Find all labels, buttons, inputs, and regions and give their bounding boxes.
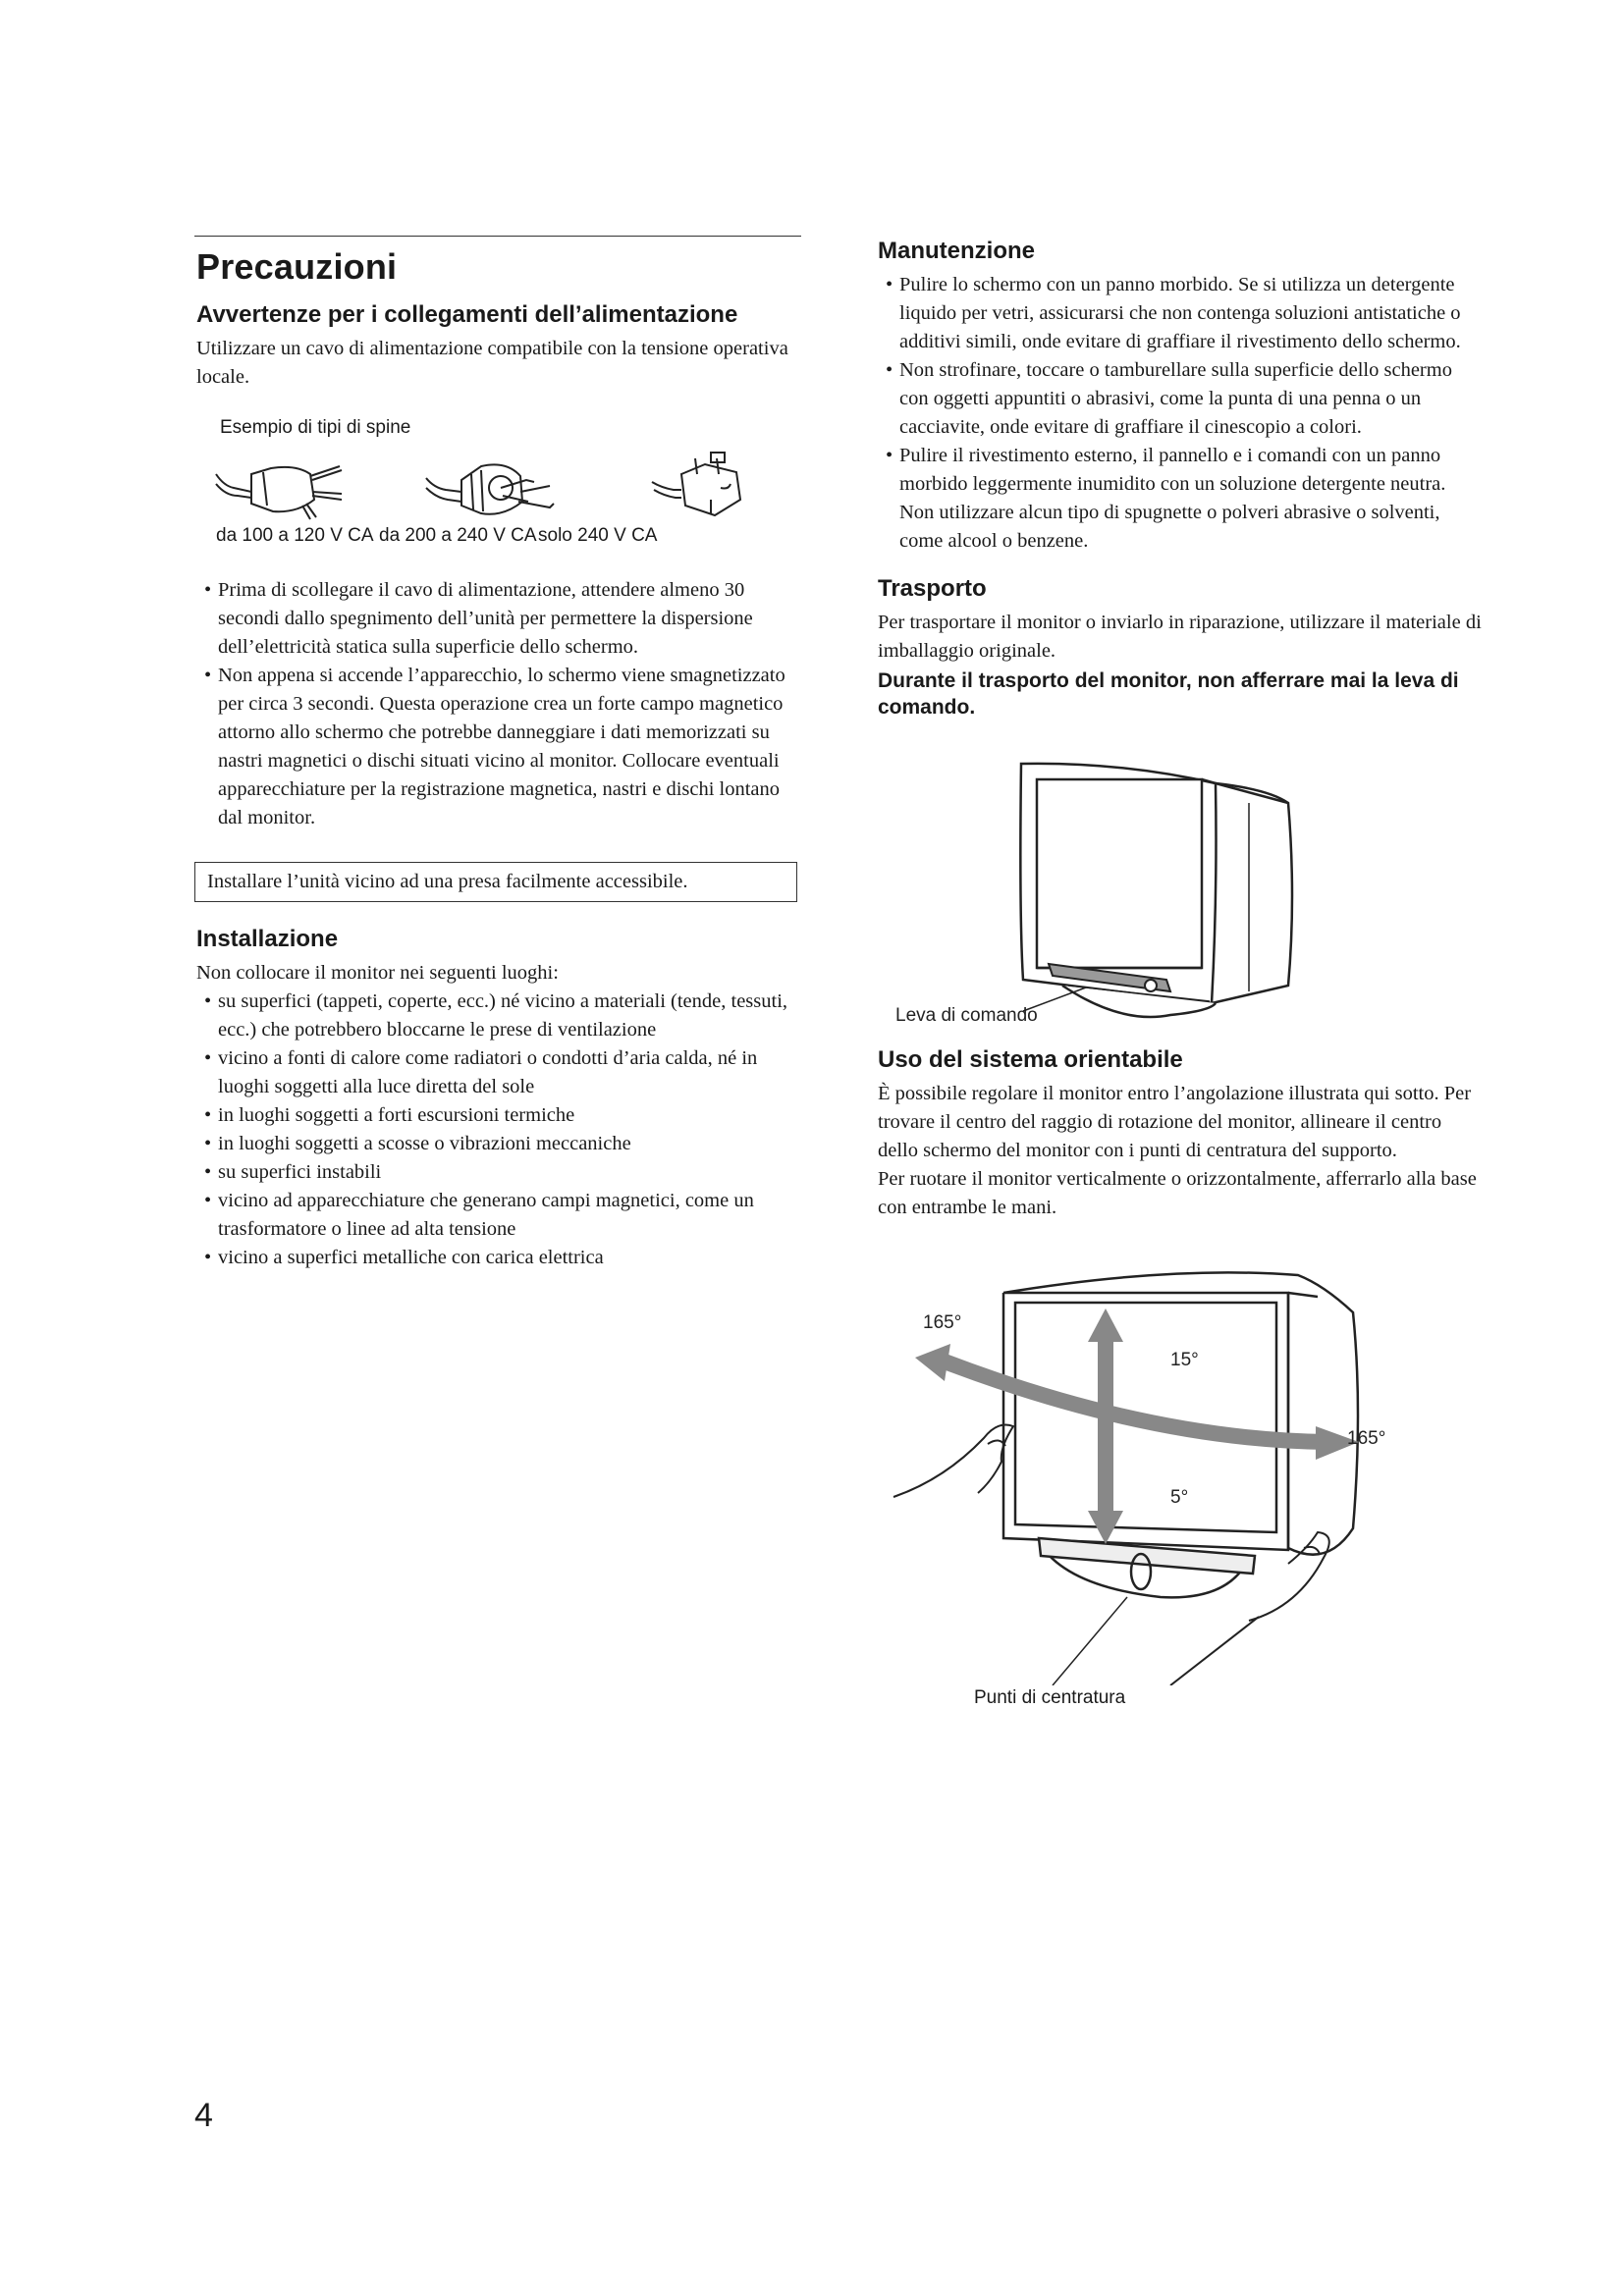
power-bullets [194,576,803,832]
plug-eu-icon [426,464,554,513]
list-item: • vicino a fonti di calore come radiatori o condotti d’aria calda, né in luoghi soggetti alla luce diretta del sole [196,1044,803,1101]
boxed-note: Installare l’unità vicino ad una presa facilmente accessibile. [194,862,797,902]
power-intro: Utilizzare un cavo di alimentazione compatibile con la tensione operativa locale. [196,338,788,388]
transport-heading: Trasporto [878,575,987,602]
lever-label: Leva di comando [895,1005,1038,1025]
list-item: • vicino a superfici metalliche con carica elettrica [196,1244,803,1272]
plug-label-eu: da 200 a 240 V CA [379,525,537,546]
list-item: • in luoghi soggetti a forti escursioni termiche [196,1101,803,1130]
plug-labels [194,523,803,557]
install-bullets [194,988,803,1272]
tilt-text-2: Per ruotare il monitor verticalmente o orizzontalmente, afferrarlo alla base con entrambe le mani. [878,1168,1477,1218]
plug-label-us: da 100 a 120 V CA [216,525,374,546]
maintenance-bullets [876,271,1485,556]
list-item: • su superfici (tappeti, coperte, ecc.) né vicino a materiali (tende, tessuti, ecc.) che potrebbero bloccarne le prese di ventilazione [196,988,803,1044]
centering-label: Punti di centratura [974,1687,1126,1708]
angle-right-label: 165° [1347,1428,1386,1449]
plug-label-uk: solo 240 V CA [538,525,658,546]
plug-caption: Esempio di tipi di spine [220,417,411,438]
left-column [194,236,803,1272]
plug-uk-icon [652,453,740,515]
monitor-lever-figure [876,740,1485,1025]
list-item: • Non appena si accende l’apparecchio, lo schermo viene smagnetizzato per circa 3 secondi. Questa operazione crea un forte campo magnetico attorno allo schermo che potrebbe danneggiare i dati memorizzati su nastri magnetici o dischi situati vicino al monitor. Collocare eventuali apparecchiature per la registrazione magnetica, nastri e dischi lontano dal monitor. [196,662,803,832]
plug-us-icon [216,466,342,519]
power-heading: Avvertenze per i collegamenti dell’alimentazione [196,301,738,328]
right-column [876,236,1485,1709]
page-title: Precauzioni [196,246,398,287]
plug-illustrations [194,445,803,523]
list-item: • Non strofinare, toccare o tamburellare sulla superficie dello schermo con oggetti appuntiti o abrasivi, come la punta di una penna o un cacciavite, onde evitare di graffiare il cinescopio a colori. [878,356,1485,442]
angle-down-label: 5° [1170,1487,1189,1508]
tilt-text-1: È possibile regolare il monitor entro l’angolazione illustrata qui sotto. Per trovare il centro del raggio di rotazione del monitor, allineare il centro dello schermo del monitor con i punti di centratura del supporto. [878,1083,1472,1161]
transport-text: Per trasportare il monitor o inviarlo in riparazione, utilizzare il materiale di imballaggio originale. [878,612,1482,662]
install-heading: Installazione [196,926,339,952]
angle-left-label: 165° [923,1312,962,1333]
list-item: • su superfici instabili [196,1158,803,1187]
tilt-heading: Uso del sistema orientabile [878,1046,1183,1073]
list-item: • Prima di scollegare il cavo di alimentazione, attendere almeno 30 secondi dallo spegnimento dell’unità per permettere la dispersione dell’elettricità statica sulla superficie dello schermo. [196,576,803,662]
list-item: • vicino ad apparecchiature che generano campi magnetici, come un trasformatore o linee ad alta tensione [196,1187,803,1244]
install-intro: Non collocare il monitor nei seguenti luoghi: [196,962,559,984]
transport-warning: Durante il trasporto del monitor, non afferrare mai la leva di comando. [878,669,1459,719]
list-item: • Pulire lo schermo con un panno morbido. Se si utilizza un detergente liquido per vetri, assicurarsi che non contenga soluzioni antistatiche o additivi simili, onde evitare di graffiare il rivestimento dello schermo. [878,271,1485,356]
page-number: 4 [194,2097,213,2134]
title-rule [194,236,801,237]
maintenance-heading: Manutenzione [878,238,1035,264]
swivel-figure [876,1234,1485,1685]
angle-up-label: 15° [1170,1350,1199,1370]
list-item: • in luoghi soggetti a scosse o vibrazioni meccaniche [196,1130,803,1158]
list-item: • Pulire il rivestimento esterno, il pannello e i comandi con un panno morbido leggermente inumidito con un soluzione detergente neutra. Non utilizzare alcun tipo di spugnette o polveri abrasive o solventi, come alcool o benzene. [878,442,1485,556]
monitor-swivel-icon [1003,1272,1358,1685]
swivel-arrow-head-left [915,1344,950,1381]
